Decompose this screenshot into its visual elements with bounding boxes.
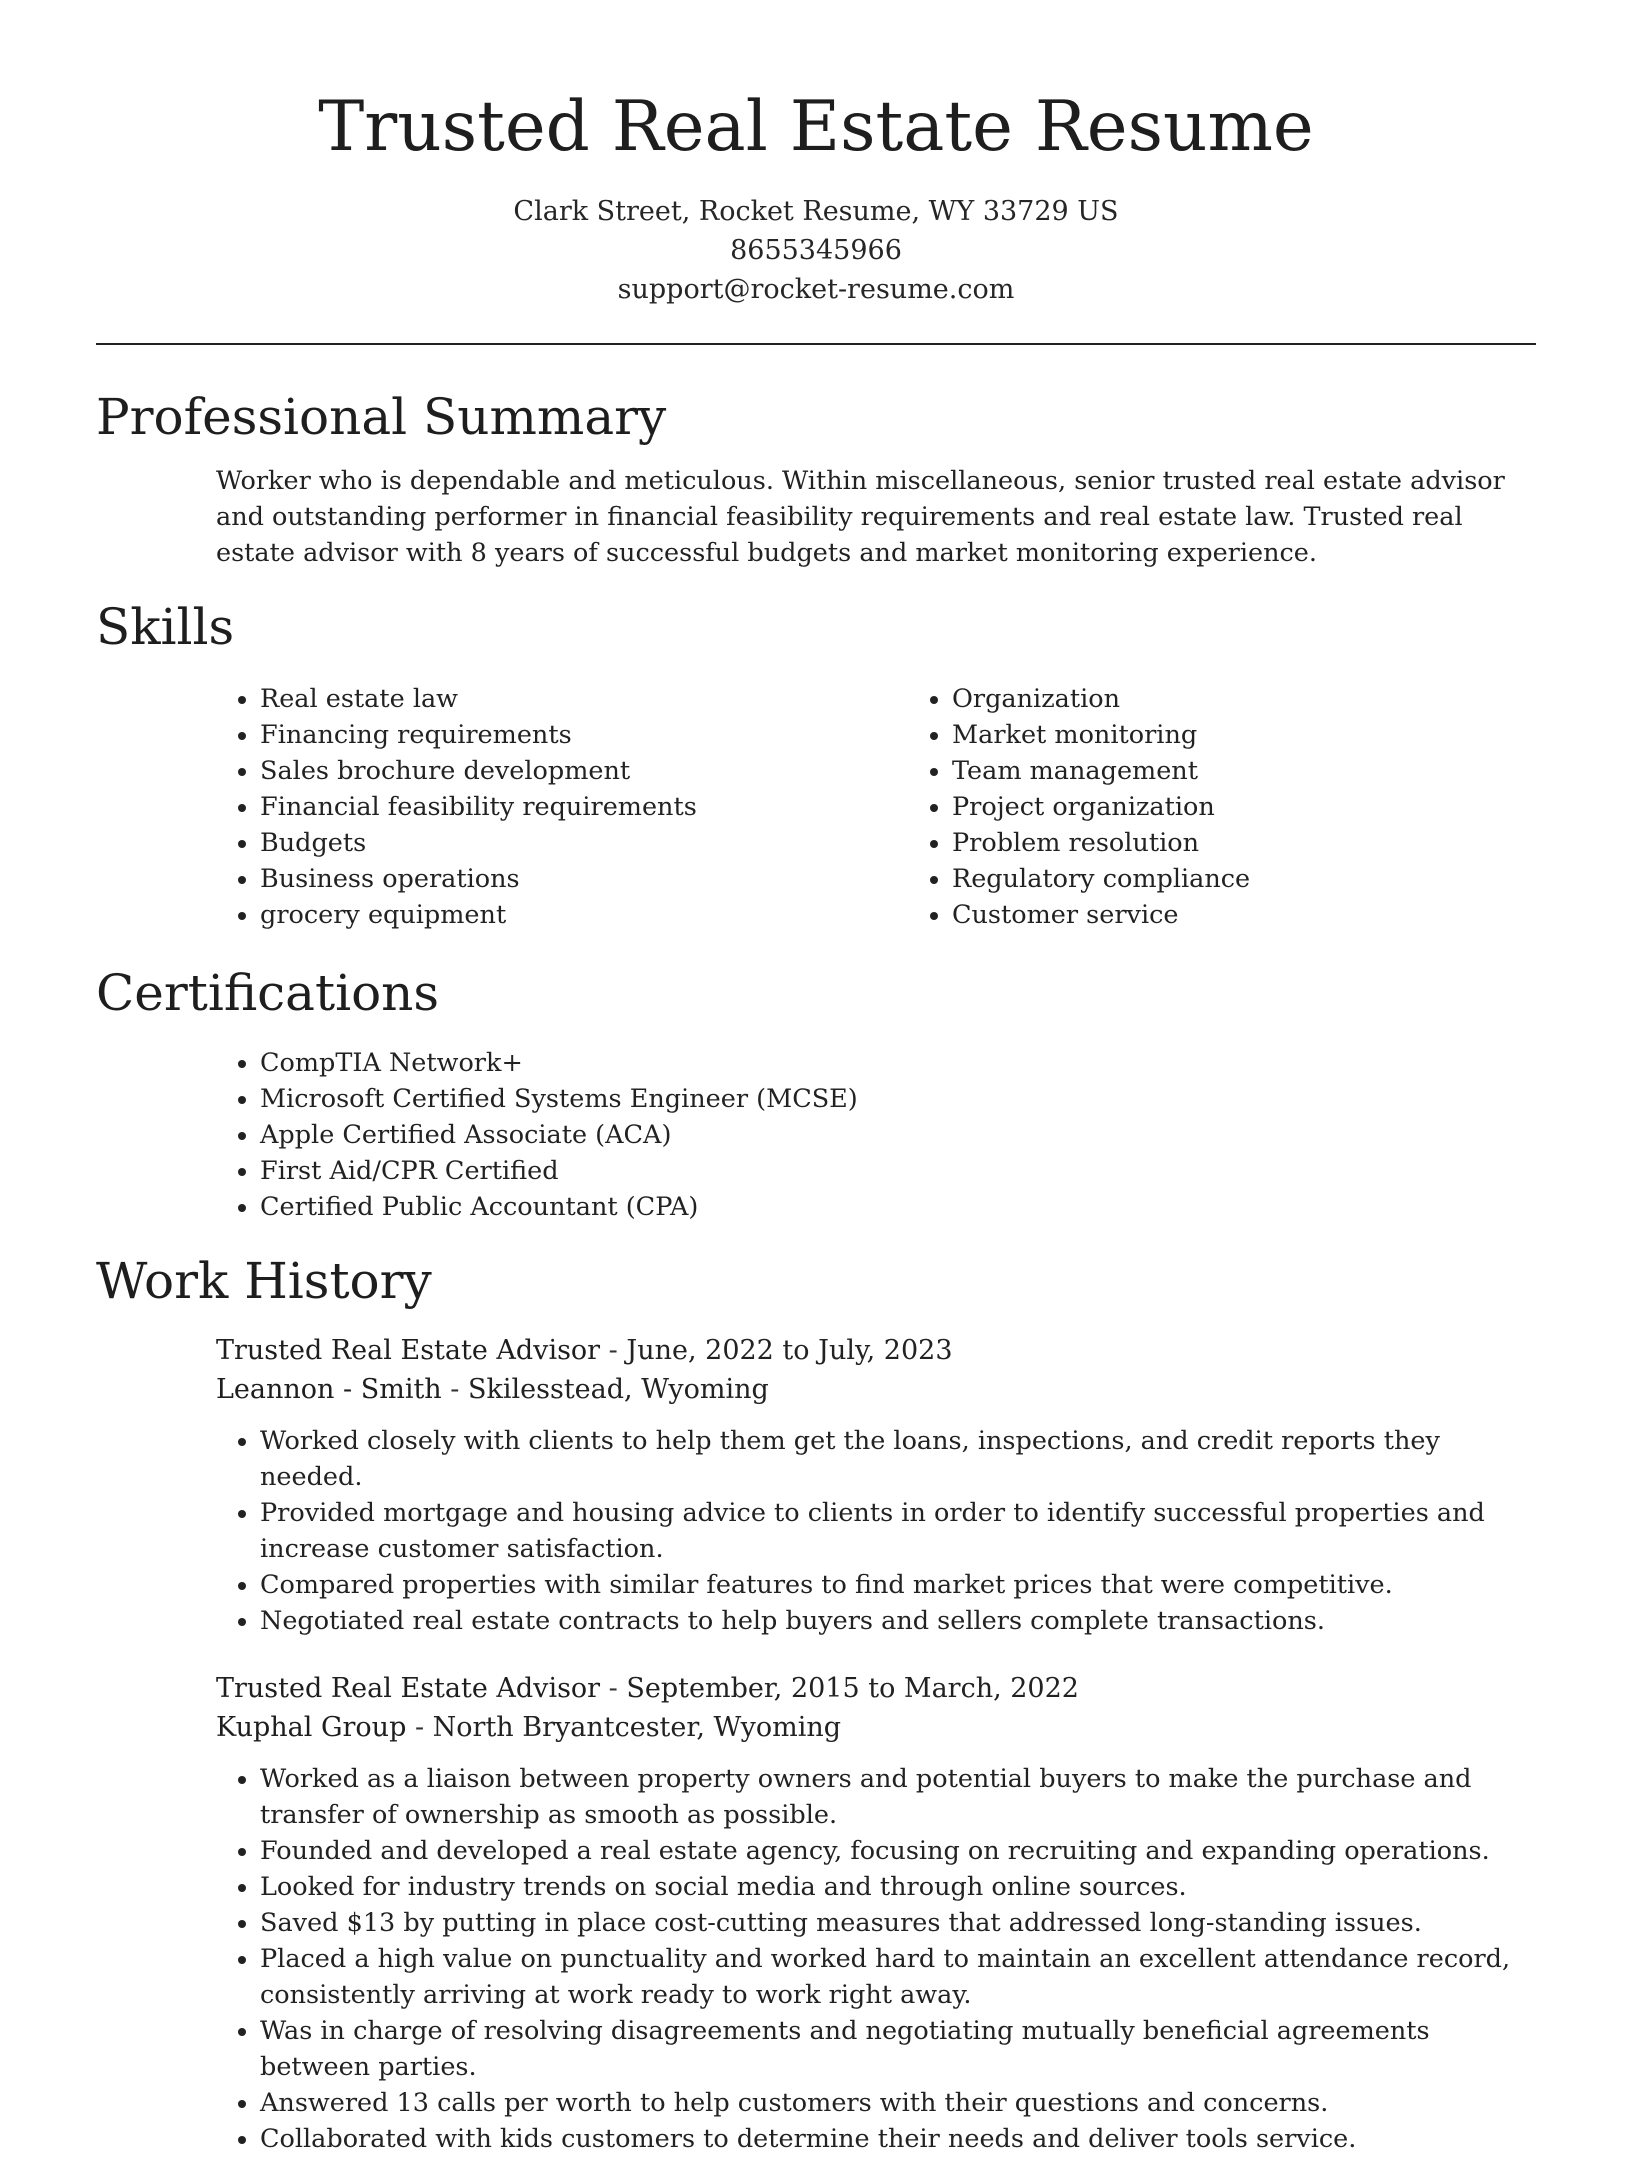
contact-address: Clark Street, Rocket Resume, WY 33729 US [513,196,1119,227]
skill-item: • Market monitoring [952,717,1250,753]
skills-list-left [96,681,910,933]
job-bullets [216,1423,1536,1639]
job-location: Skilesstead, Wyoming [468,1374,769,1405]
job-entry [216,1331,1536,1639]
job-bullet: • Worked closely with clients to help them get the loans, inspections, and credit reports they needed. [260,1423,1536,1495]
job-bullet: • Placed a high value on punctuality and worked hard to maintain an excellent attendance record, consistently arriving at work ready to work right away. [260,1941,1536,2013]
job-company: Kuphal Group [216,1712,407,1743]
skill-item: • Financial feasibility requirements [260,789,910,825]
skill-item: • Financing requirements [260,717,910,753]
certification-item: • CompTIA Network+ [260,1045,1536,1081]
certification-item: • Certified Public Accountant (CPA) [260,1189,1536,1225]
skills-columns [96,681,1536,933]
job-separator: - [406,1712,433,1743]
skills-heading: Skills [96,598,235,656]
job-title-line [216,1331,1536,1370]
job-bullet: • Compared properties with similar features to find market prices that were competitive. [260,1567,1536,1603]
resume-header [96,0,1536,309]
certification-item: • Microsoft Certified Systems Engineer (MCSE) [260,1081,1536,1117]
job-bullet: • Founded and developed a real estate agency, focusing on recruiting and expanding operations. [260,1833,1536,1869]
summary-heading: Professional Summary [96,388,667,446]
job-company-line [216,1370,1536,1409]
job-bullet: • Was in charge of resolving disagreements and negotiating mutually beneficial agreements between parties. [260,2013,1536,2085]
skill-item: • Organization [952,681,1250,717]
skill-item: • Business operations [260,861,910,897]
contact-email: support@rocket-resume.com [617,274,1015,305]
skill-item: • Customer service [952,897,1250,933]
job-company-line [216,1708,1536,1747]
job-separator: - [600,1673,627,1704]
job-bullet: • Worked as a liaison between property owners and potential buyers to make the purchase and transfer of ownership as smooth as possible. [260,1761,1536,1833]
skill-item: • Team management [952,753,1250,789]
job-bullet: • Saved $13 by putting in place cost-cutting measures that addressed long-standing issues. [260,1905,1536,1941]
resume-title: Trusted Real Estate Resume [318,87,1314,167]
job-location: North Bryantcester, Wyoming [432,1712,842,1743]
skill-item: • Real estate law [260,681,910,717]
work-history-heading: Work History [96,1252,432,1310]
job-dates: September, 2015 to March, 2022 [626,1673,1079,1704]
job-dates: June, 2022 to July, 2023 [626,1335,953,1366]
skill-item: • Sales brochure development [260,753,910,789]
skill-item: • grocery equipment [260,897,910,933]
certification-item: • First Aid/CPR Certified [260,1153,1536,1189]
job-title-line [216,1669,1536,1708]
job-bullets [216,1761,1536,2157]
job-bullet: • Negotiated real estate contracts to help buyers and sellers complete transactions. [260,1603,1536,1639]
resume-page [96,0,1536,2157]
job-role: Trusted Real Estate Advisor [216,1335,601,1366]
job-role: Trusted Real Estate Advisor [216,1673,601,1704]
job-bullet: • Provided mortgage and housing advice to clients in order to identify successful properties and increase customer satisfaction. [260,1495,1536,1567]
job-bullet: • Collaborated with kids customers to determine their needs and deliver tools service. [260,2121,1536,2157]
job-bullet: • Looked for industry trends on social media and through online sources. [260,1869,1536,1905]
job-company: Leannon - Smith [216,1374,442,1405]
certification-item: • Apple Certified Associate (ACA) [260,1117,1536,1153]
job-separator: - [441,1374,468,1405]
skills-list-right [910,681,1250,933]
job-bullet: • Answered 13 calls per worth to help customers with their questions and concerns. [260,2085,1536,2121]
contact-phone: 8655345966 [730,235,902,266]
skill-item: • Regulatory compliance [952,861,1250,897]
job-entry [216,1669,1536,2157]
header-divider [96,343,1536,345]
certifications-list [96,1045,1536,1225]
skill-item: • Problem resolution [952,825,1250,861]
job-separator: - [600,1335,627,1366]
skill-item: • Budgets [260,825,910,861]
summary-text: Worker who is dependable and meticulous. Within miscellaneous, senior trusted real estate advisor and outstanding performer in financial feasibility requirements and real estate law. Trusted real estate advisor with 8 years of successful budgets and market monitoring experience. [216,466,1505,568]
certifications-heading: Certifications [96,964,440,1022]
skill-item: • Project organization [952,789,1250,825]
